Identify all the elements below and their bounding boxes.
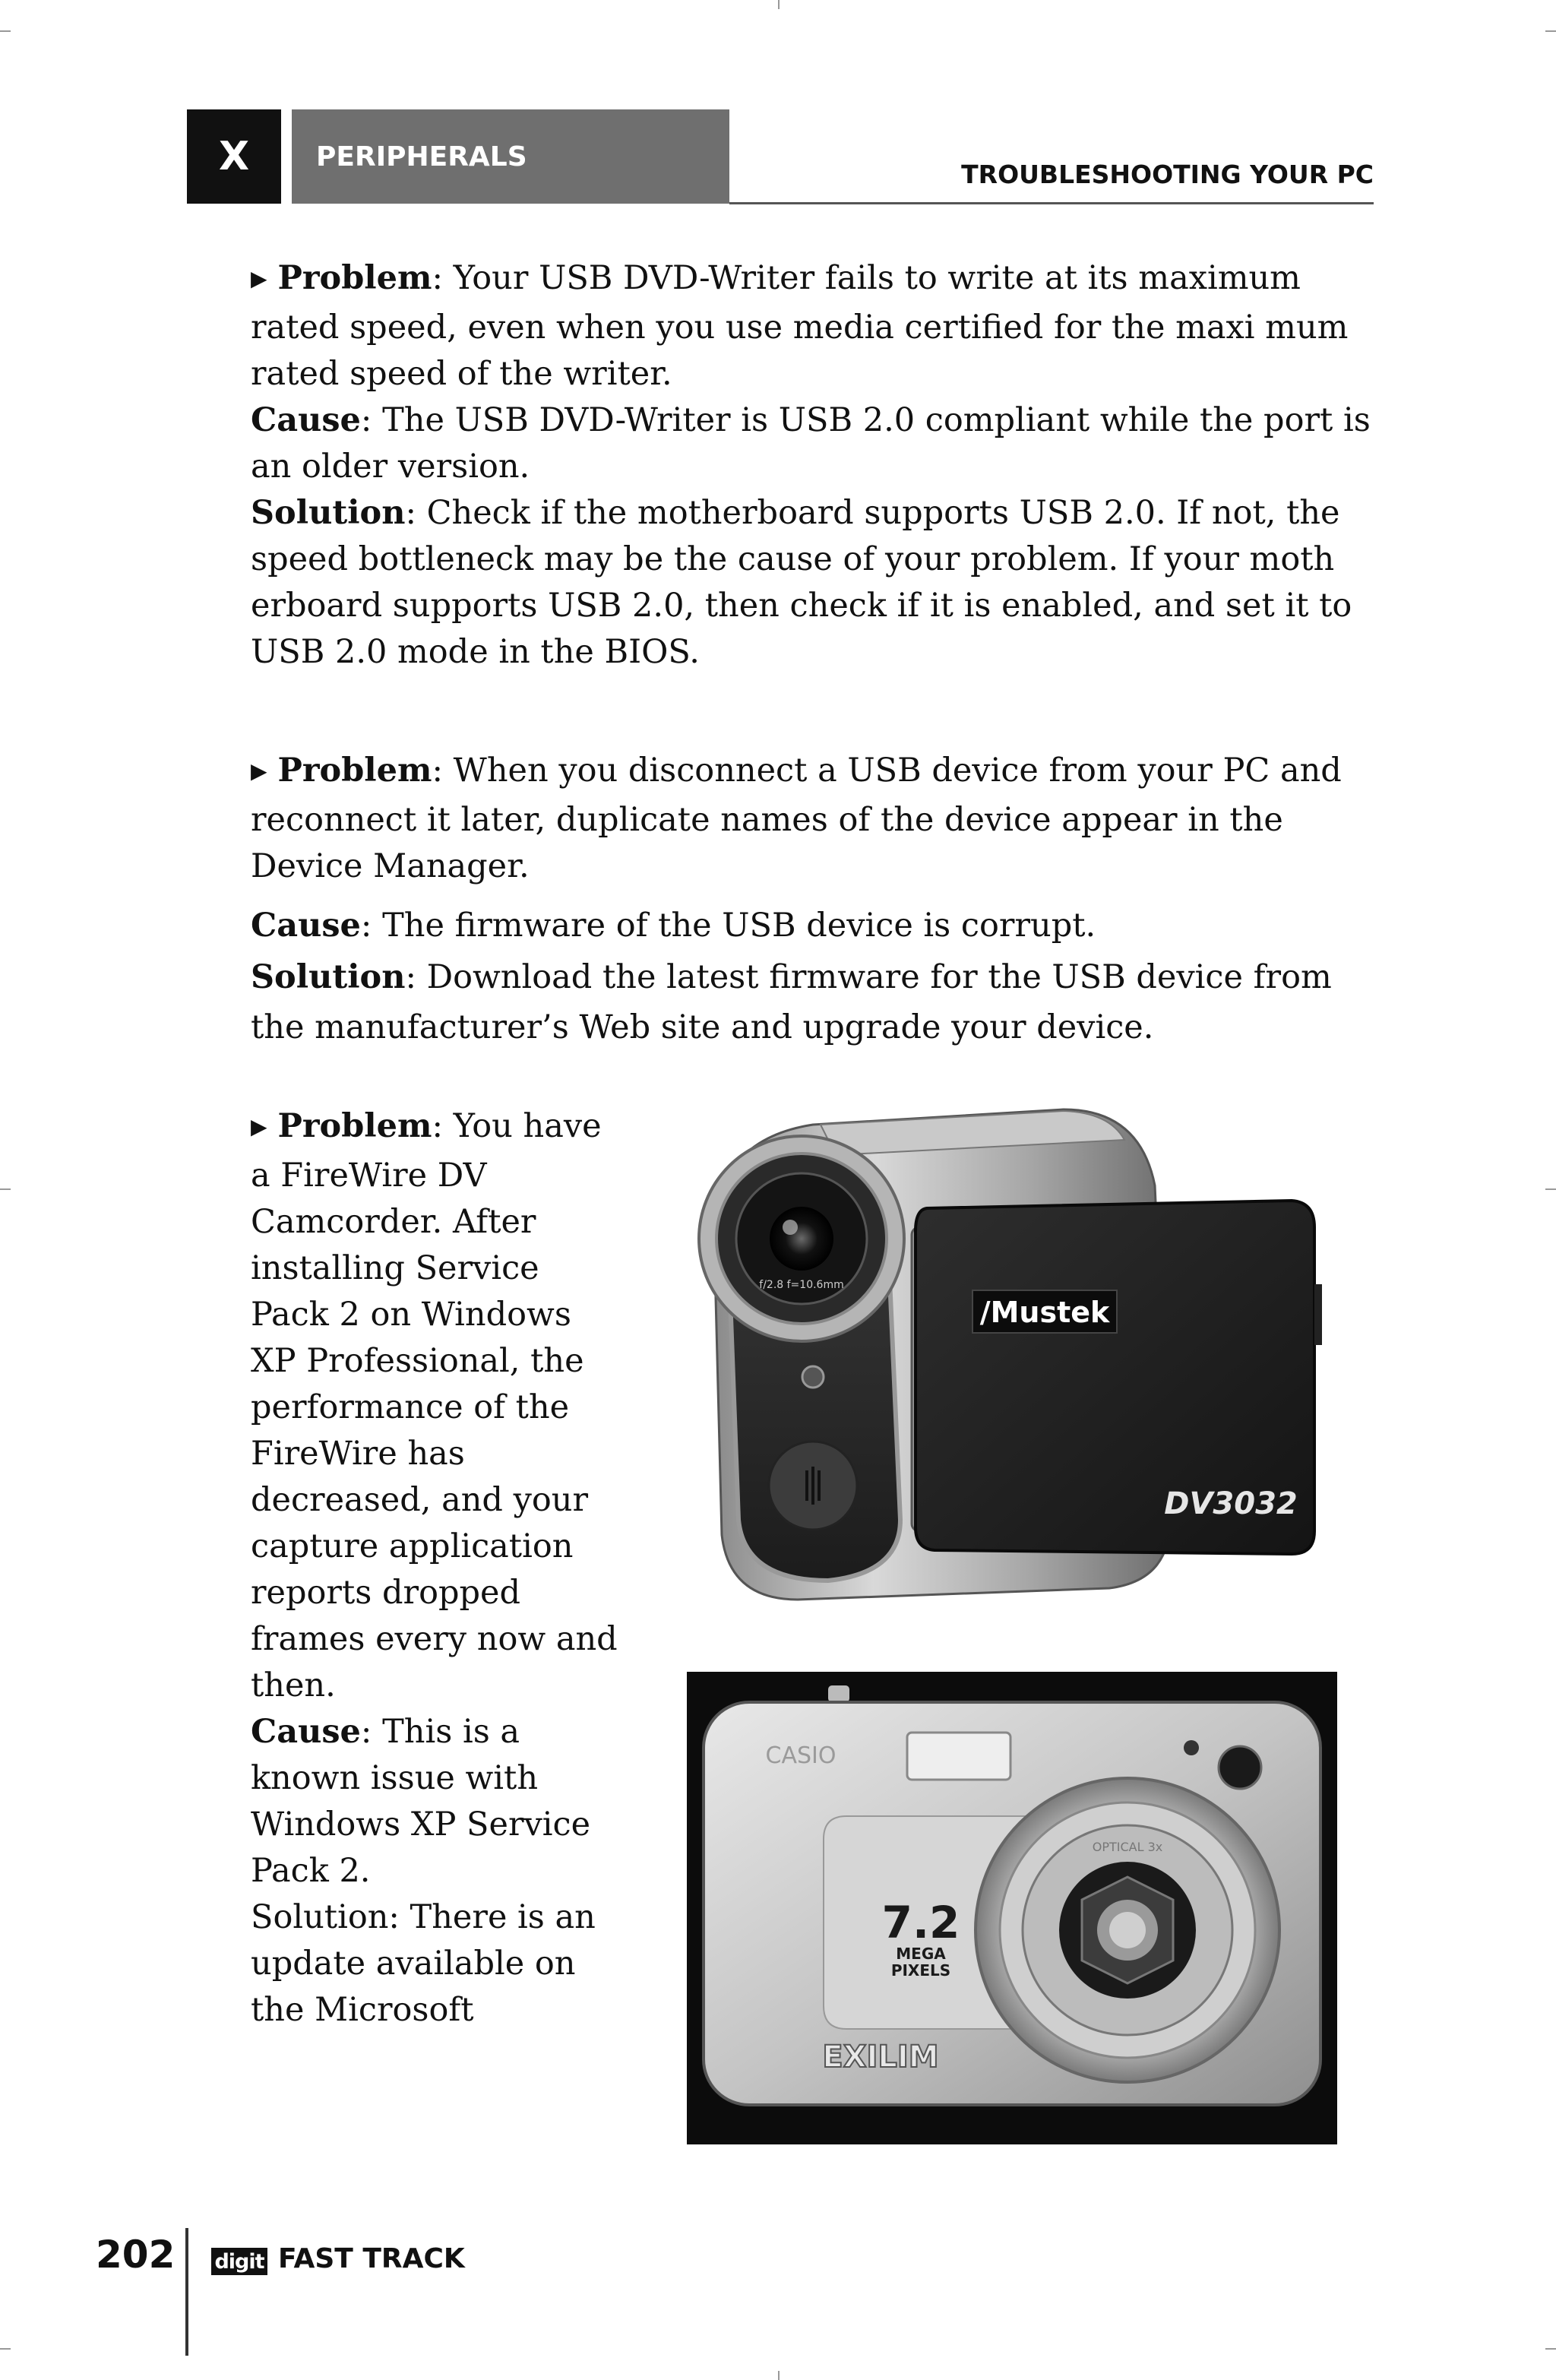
- camera-brand-logo: CASIO: [765, 1742, 837, 1769]
- crop-mark: [0, 30, 11, 32]
- section-letter-box: X: [187, 109, 281, 204]
- crop-mark: [0, 2348, 11, 2350]
- cause-label: Cause: [251, 401, 361, 439]
- cause-text: : The USB DVD-Writer is USB 2.0 compliant while the port is an older version.: [251, 401, 1371, 486]
- cause-text: : This is a known issue with Windows XP Service Pack 2.: [251, 1713, 591, 1890]
- problem-text: : You have a FireWire DV Camcorder. After installing Service Pack 2 on Windows XP Professional, the performance of the FireWire has decreased, and your capture application reports dropped frames every now and then.: [251, 1107, 618, 1704]
- cause-paragraph: [251, 397, 1375, 490]
- running-title: TROUBLESHOOTING YOUR PC: [961, 160, 1374, 189]
- crop-mark: [0, 1188, 11, 1190]
- solution-paragraph: [251, 952, 1375, 1052]
- troubleshoot-item-usb-dvd-writer: [251, 255, 1375, 676]
- cause-paragraph: [251, 1709, 623, 1894]
- troubleshoot-item-firewire: [251, 1103, 623, 2033]
- solution-label: Solution: [251, 494, 406, 532]
- megapixel-label-line1: MEGA: [896, 1945, 946, 1963]
- problem-label: Problem: [277, 1107, 432, 1145]
- lens-marking: f/2.8 f=10.6mm: [759, 1279, 844, 1291]
- footer-rule: [185, 2228, 188, 2356]
- solution-label: Solution: [251, 958, 406, 996]
- crop-mark: [1545, 30, 1556, 32]
- cause-paragraph: [251, 900, 1375, 951]
- section-title: PERIPHERALS: [292, 109, 729, 204]
- troubleshoot-item-usb-duplicate-names: [251, 748, 1375, 1052]
- solution-text: : Download the latest firmware for the USB device from the manufacturer’s Web site and upgrade your device.: [251, 958, 1332, 1046]
- bullet-triangle-icon: ▶: [251, 266, 267, 291]
- problem-text: : Your USB DVD-Writer fails to write at its maximum rated speed, even when you use media certified for the maxi mum rated speed of the writer.: [251, 259, 1349, 393]
- camcorder-photo: [684, 1094, 1322, 1619]
- cause-text: : The firmware of the USB device is corrupt.: [360, 907, 1096, 945]
- solution-paragraph: Solution: There is an update available on the Microsoft: [251, 1898, 596, 2029]
- bullet-triangle-icon: ▶: [251, 758, 267, 783]
- crop-mark: [1545, 1188, 1556, 1190]
- bullet-triangle-icon: ▶: [251, 1114, 267, 1139]
- problem-paragraph: [251, 748, 1375, 890]
- megapixel-label-line2: PIXELS: [890, 1961, 951, 1980]
- lens-marking: OPTICAL 3x: [1092, 1840, 1163, 1854]
- cause-label: Cause: [251, 1713, 361, 1751]
- problem-label: Problem: [277, 752, 432, 790]
- solution-text: : Check if the motherboard supports USB 2.0. If not, the speed bottleneck may be the cause of your problem. If your moth erboard supports USB 2.0, then check if it is enabled, and set it to USB 2.0 mode in the BIOS.: [251, 494, 1352, 671]
- digital-camera-photo: [687, 1672, 1337, 2144]
- crop-mark: [778, 2371, 780, 2380]
- solution-paragraph: [251, 490, 1375, 676]
- cause-label: Cause: [251, 907, 361, 945]
- camcorder-brand-logo: /Mustek: [979, 1296, 1110, 1329]
- camera-series-logo: EXILIM: [822, 2040, 939, 2075]
- page-number: 202: [96, 2233, 176, 2277]
- camcorder-illustration: [684, 1094, 1322, 1619]
- publication-name: FAST TRACK: [278, 2243, 465, 2274]
- crop-mark: [1545, 2348, 1556, 2350]
- megapixel-number: 7.2: [881, 1897, 960, 1948]
- digit-logo: digit: [211, 2248, 267, 2275]
- problem-label: Problem: [277, 259, 432, 297]
- camcorder-model-label: DV3032: [1164, 1486, 1298, 1521]
- problem-paragraph: [251, 255, 1375, 397]
- crop-mark: [778, 0, 780, 9]
- header-rule: [729, 202, 1374, 204]
- digital-camera-illustration: [687, 1672, 1337, 2144]
- problem-paragraph: [251, 1103, 623, 1709]
- problem-text: : When you disconnect a USB device from your PC and reconnect it later, duplicate names of the device appear in the Device Manager.: [251, 752, 1342, 885]
